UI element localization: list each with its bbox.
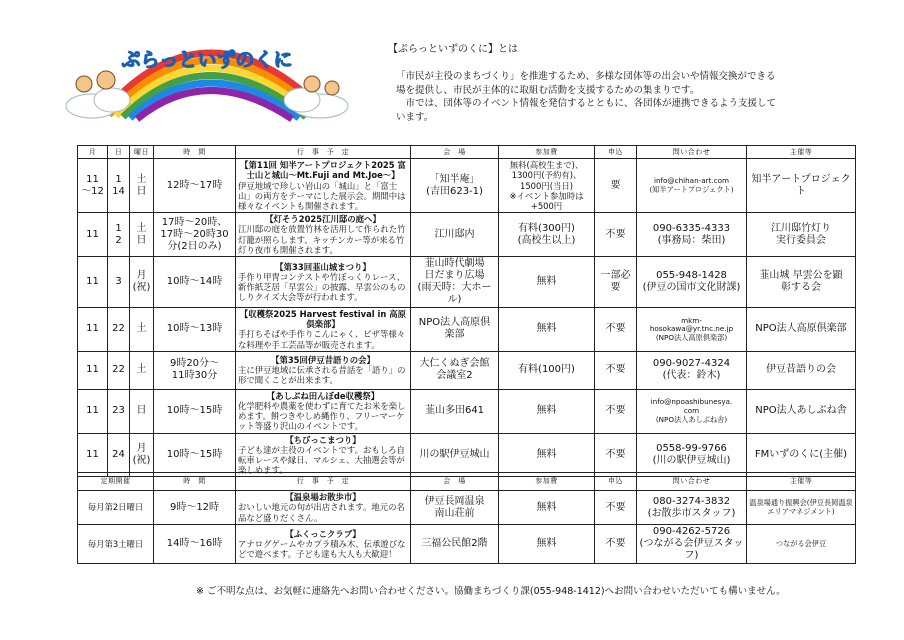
event-title: 【第11回 知半アートプロジェクト2025 富士山と城山～Mt.Fuji and Mt.Joe～】 (240, 160, 406, 181)
cell-venue: 韮山多田641 (411, 389, 499, 433)
header-contact: 問い合わせ (637, 146, 747, 159)
cell-month: 11 (78, 257, 108, 308)
cell-month: 11 (78, 308, 108, 352)
table-header-row (78, 473, 856, 491)
event-body: おいしい地元の旬が出店されます。地元の名品など盛りだくさん。 (238, 502, 405, 523)
table-row (78, 351, 856, 389)
cell-time: 10時～15時 (154, 389, 236, 433)
event-body: アナログゲームやカプラ積み木、伝承遊びなどで遊べます。子ども達も大人も大歓迎！ (238, 538, 406, 560)
intro-line: 市では、団体等のイベント情報を発信するとともに、各団体が連携できるよう支援して (396, 98, 777, 109)
cell-contact: 055-948-1428 (伊豆の国市文化財課) (637, 257, 747, 308)
table-row (78, 308, 856, 352)
cell-apply: 不要 (595, 308, 637, 352)
event-title: 【収穫祭2025 Harvest festival in 高原倶楽部】 (239, 309, 407, 330)
cell-weekday: 日 (130, 389, 154, 433)
cell-weekday: 土 日 (130, 159, 154, 213)
event-title: 【第35回伊豆昔語りの会】 (271, 355, 375, 366)
intro-line: います。 (396, 111, 434, 123)
event-description (236, 308, 411, 352)
cell-contact: 090-9027-4324 (代表：鈴木) (637, 351, 747, 389)
cell-venue: 大仁くぬぎ会館 会議室2 (411, 351, 499, 389)
cell-day: 24 (108, 433, 130, 477)
cell-venue: 江川邸内 (411, 213, 499, 257)
cell-time: 10時～14時 (154, 257, 236, 308)
table-row (78, 389, 856, 433)
cell-host: NPO法人高原倶楽部 (747, 308, 856, 352)
cell-day: 3 (108, 257, 130, 308)
table-row (78, 213, 856, 257)
cell-fee: 有料(300円) (高校生以上) (499, 213, 595, 257)
cell-apply: 不要 (595, 213, 637, 257)
cell-apply: 要 (595, 159, 637, 213)
table-row (78, 525, 856, 564)
cell-fee: 無料(高校生まで)、 1300円(予約有)、 1500円(当日) ※イベント参加時は +500円 (499, 159, 595, 213)
cell-contact: info@chihan-art.com (知半アートプロジェクト) (637, 159, 747, 213)
header-fee: 参加費 (499, 473, 595, 491)
cell-host: 韮山城 早雲公を顕 彰する会 (747, 257, 856, 308)
intro-line: 「市民が主役のまちづくり」を推進するため、多様な団体等の出会いや情報交換ができる (396, 71, 776, 82)
event-body: 江川邸の庭を放置竹林を活用して作られた竹灯籠が照らします。キッチンカー等が来る竹灯り夜市も開催されます。 (238, 224, 406, 255)
cell-schedule: 毎月第2日曜日 (78, 491, 154, 525)
event-body: 手打ちそばや手作りこんにゃく、ピザ等様々な料理や手工芸品等が販売されます。 (238, 329, 406, 350)
cell-apply: 不要 (595, 351, 637, 389)
header-time: 時 間 (154, 473, 236, 491)
cell-contact: info@npoashibunesya. com (NPO法人あしぶね舎) (637, 389, 747, 433)
header-venue: 会 場 (411, 473, 499, 491)
cell-fee: 無料 (499, 525, 595, 564)
cell-day: 23 (108, 389, 130, 433)
cell-host: 江川邸竹灯り 実行委員会 (747, 213, 856, 257)
cell-weekday: 月 (祝) (130, 257, 154, 308)
cell-venue: 韮山時代劇場 日だまり広場 (雨天時：大ホール) (411, 257, 499, 308)
cell-month: 11 (78, 351, 108, 389)
event-table (77, 145, 856, 477)
event-description (236, 159, 411, 213)
cell-fee: 無料 (499, 389, 595, 433)
header-fee: 参加費 (499, 146, 595, 159)
cell-time: 10時～15時 (154, 433, 236, 477)
cell-weekday: 土 (130, 308, 154, 352)
event-title: 【あしぶね田んぼde収穫祭】 (266, 390, 380, 401)
cell-apply: 不要 (595, 491, 637, 525)
cell-month: 11 ～12 (78, 159, 108, 213)
cell-weekday: 月 (祝) (130, 433, 154, 477)
cell-day: 1 2 (108, 213, 130, 257)
table-row (78, 257, 856, 308)
cell-weekday: 土 日 (130, 213, 154, 257)
cell-contact: mkm- hosokawa@yr.tnc.ne.jp (NPO法人高原倶楽部) (637, 308, 747, 352)
cell-day: 22 (108, 351, 130, 389)
header-event: 行 事 予 定 (236, 473, 411, 491)
logo-text: ぷらっといずのくに (121, 49, 293, 71)
event-description (236, 351, 411, 389)
cell-contact: 0558-99-9766 (川の駅伊豆城山) (637, 433, 747, 477)
table-row (78, 159, 856, 213)
header-venue: 会 場 (411, 146, 499, 159)
footer-note: ※ ご不明な点は、お気軽に連絡先へお問い合わせください。協働まちづくり課(055-948-1412)へお問い合わせいただいても構いません。 (196, 586, 786, 597)
table-header-row (78, 146, 856, 159)
cell-time: 9時20分～ 11時30分 (154, 351, 236, 389)
cell-month: 11 (78, 213, 108, 257)
event-body: 化学肥料や農薬を使わずに育てたお米を楽しめます。餅つきやしめ縄作り、フリーマーケット等盛り沢山のイベントです。 (238, 401, 406, 432)
cell-host: 知半アートプロジェクト (747, 159, 856, 213)
header-weekday: 曜日 (130, 146, 154, 159)
event-title: 【温泉場お散歩市】 (285, 492, 361, 503)
header-month: 月 (78, 146, 108, 159)
header-apply: 申込 (595, 146, 637, 159)
cell-month: 11 (78, 389, 108, 433)
cell-venue: 川の駅伊豆城山 (411, 433, 499, 477)
event-description (236, 433, 411, 477)
intro-line: 場を提供し、市民が主体的に取組む活動を支援するための集まりです。 (396, 84, 700, 96)
table-row (78, 433, 856, 477)
event-body: 子ども達が主役のイベントです。おもしろ自転車レースや縁日、マルシェ、大抽選会等が楽しめます。 (238, 444, 405, 476)
table-row (78, 491, 856, 525)
cell-fee: 無料 (499, 433, 595, 477)
header-host: 主催等 (747, 473, 856, 491)
cell-time: 14時～16時 (154, 525, 236, 564)
event-description (236, 213, 411, 257)
event-description (236, 389, 411, 433)
cell-day: 1 14 (108, 159, 130, 213)
header-host: 主催等 (747, 146, 856, 159)
cell-fee: 無料 (499, 491, 595, 525)
cell-weekday: 土 (130, 351, 154, 389)
cell-apply: 不要 (595, 389, 637, 433)
header-apply: 申込 (595, 473, 637, 491)
cell-contact: 080-3274-3832 (お散歩市スタッフ) (637, 491, 747, 525)
header-contact: 問い合わせ (637, 473, 747, 491)
event-title: 【ふくっこクラブ】 (285, 528, 361, 539)
intro-text (396, 70, 816, 124)
cell-time: 10時～13時 (154, 308, 236, 352)
event-body: 手作り甲冑コンテストや竹ぼっくりレース、新作紙芝居「早雲公」の披露、早雲公のものしりクイズ大会等が行われます。 (238, 271, 406, 303)
cell-apply: 不要 (595, 525, 637, 564)
event-description (236, 525, 411, 564)
header-schedule: 定期開催 (78, 473, 154, 491)
cell-time: 17時～20時、 17時～20時30 分(2日のみ) (154, 213, 236, 257)
cell-host: NPO法人あしぶね舎 (747, 389, 856, 433)
cell-host: 伊豆昔語りの会 (747, 351, 856, 389)
event-title: 【灯そう2025江川邸の庭へ】 (265, 214, 381, 225)
cell-fee: 無料 (499, 308, 595, 352)
cell-venue: 三福公民館2階 (411, 525, 499, 564)
event-description (236, 257, 411, 308)
cell-apply: 不要 (595, 433, 637, 477)
cell-venue: 「知半庵」 (吉田623-1) (411, 159, 499, 213)
regular-event-table (77, 472, 856, 564)
event-title: 【第33回韮山城まつり】 (275, 261, 371, 272)
intro-title: 【ぷらっといずのくに】とは (388, 44, 518, 55)
cell-day: 22 (108, 308, 130, 352)
header-time: 時 間 (154, 146, 236, 159)
rainbow-logo (62, 22, 352, 122)
cell-fee: 有料(100円) (499, 351, 595, 389)
cell-venue: 伊豆長岡温泉 南山荘前 (411, 491, 499, 525)
cell-contact: 090-6335-4333 (事務局：柴田) (637, 213, 747, 257)
cell-month: 11 (78, 433, 108, 477)
event-body: 主に伊豆地域に伝承される昔話を「語り」の形で聞くことが出来ます。 (238, 365, 406, 386)
cell-schedule: 毎月第3土曜日 (78, 525, 154, 564)
cell-time: 12時～17時 (154, 159, 236, 213)
cell-contact: 090-4262-5726 (つながる会伊豆スタッフ) (637, 525, 747, 564)
cell-apply: 一部必要 (595, 257, 637, 308)
cell-fee: 無料 (499, 257, 595, 308)
cell-time: 9時～12時 (154, 491, 236, 525)
cell-host: FMいずのくに(主催) (747, 433, 856, 477)
event-title: 【ちびっこまつり】 (285, 434, 361, 445)
event-body: 伊豆地域で珍しい岩山の「城山」と「富士山」の両方をテーマにした展示会。期間中は様々なイベントも開催されます。 (238, 180, 406, 212)
header-day: 日 (108, 146, 130, 159)
cell-host: つながる会伊豆 (747, 525, 856, 564)
header-event: 行 事 予 定 (236, 146, 411, 159)
cell-venue: NPO法人高原倶 楽部 (411, 308, 499, 352)
cell-host: 温泉場通り振興会(伊豆長岡温泉エリアマネジメント) (747, 491, 856, 525)
event-description (236, 491, 411, 525)
